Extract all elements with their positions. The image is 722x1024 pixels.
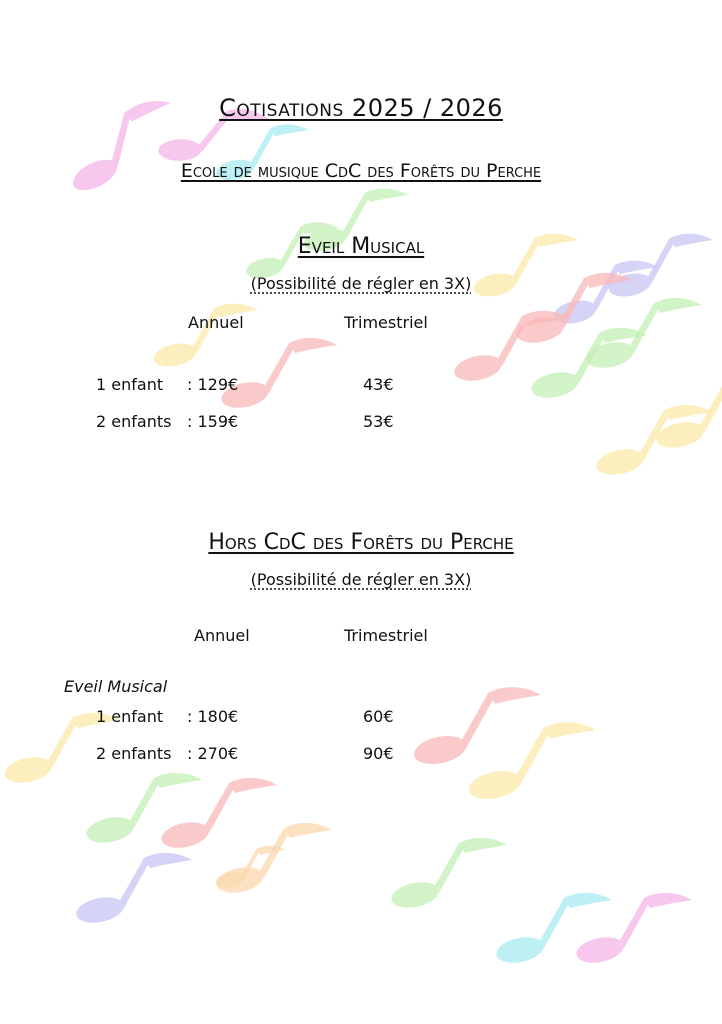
section1-col-quarterly: Trimestriel [344, 313, 428, 332]
section2-col-annual: Annuel [194, 626, 250, 645]
section1-row-annual: : 159€ [187, 412, 239, 431]
section2-payment-note: (Possibilité de régler en 3X) [250, 570, 472, 589]
page-title: Cotisations 2025 / 2026 [219, 94, 503, 122]
music-note-icon [159, 778, 277, 852]
section2-row-quarterly: 60€ [363, 707, 394, 726]
section2-group-label: Eveil Musical [64, 677, 168, 696]
music-note-icon [389, 838, 507, 912]
section2-row-label: 2 enfants [96, 744, 172, 763]
section1-col-annual: Annuel [188, 313, 244, 332]
section1-row-annual: : 129€ [187, 375, 239, 394]
music-note-icon [411, 687, 541, 768]
section1-payment-note: (Possibilité de régler en 3X) [250, 274, 472, 293]
section2-row-label: 1 enfant [96, 707, 164, 726]
section2-heading: Hors CdC des Forêts du Perche [208, 530, 514, 555]
section1-row-label: 1 enfant [96, 375, 164, 394]
section2-col-quarterly: Trimestriel [344, 626, 428, 645]
section1-heading: Eveil Musical [297, 234, 425, 259]
music-note-icon [74, 853, 192, 927]
section2-row-annual: : 180€ [187, 707, 239, 726]
music-note-icon [574, 893, 692, 967]
section1-row-quarterly: 43€ [363, 375, 394, 394]
section1-row-label: 2 enfants [96, 412, 172, 431]
music-note-icon [466, 722, 596, 803]
section1-row-quarterly: 53€ [363, 412, 394, 431]
section2-row-annual: : 270€ [187, 744, 239, 763]
section2-row-quarterly: 90€ [363, 744, 394, 763]
school-name: Ecole de musique CdC des Forêts du Perche [180, 160, 542, 182]
